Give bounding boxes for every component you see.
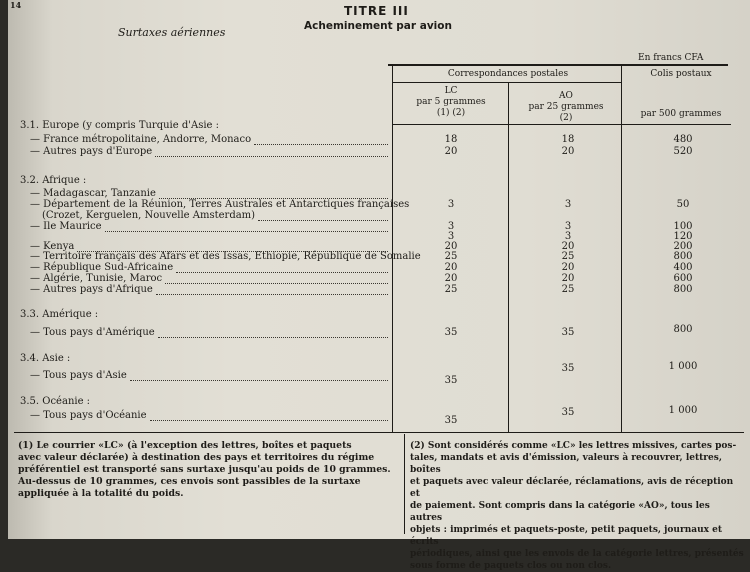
table-bottom-rule [14,432,744,433]
cell-ao: 35 [561,327,575,338]
cell-ao: 35 [561,363,575,374]
cell-cp: 1 000 [668,405,698,416]
cell-ao: 3 [564,221,572,232]
table-row [8,146,750,158]
cell-ao: 35 [561,407,575,418]
row-label: — Territoire français des Afars et des Issas, Ethiopie, République de Somalie [30,251,421,262]
cell-lc: 35 [444,327,458,338]
cell-ao: 20 [561,146,575,157]
cell-ao: 3 [564,199,572,210]
header-colis: Colis postaux [650,69,712,79]
section-amerique: 3.3. Amérique : [20,309,99,320]
cell-lc: 3 [447,221,455,232]
row-label: — Algérie, Tunisie, Maroc [30,273,163,284]
table-row [8,361,750,386]
cell-cp: 400 [673,262,693,273]
table-top-rule [388,64,728,66]
cell-ao: 3 [564,231,572,242]
cell-ao: 25 [561,284,575,295]
cell-lc: 20 [444,262,458,273]
row-label: — Département de la Réunion, Terres Australes et Antarctiques françaises [30,199,410,210]
page-number: 14 [10,0,22,10]
cell-cp: 100 [673,221,693,232]
row-label: — Autres pays d'Europe [30,146,153,157]
cell-lc: 18 [444,134,458,145]
notes-divider [404,434,405,534]
row-label: — France métropolitaine, Andorre, Monaco [30,134,252,145]
cell-ao: 20 [561,262,575,273]
section-afrique: 3.2. Afrique : [20,175,87,186]
page-subtitle: Acheminement par avion [304,20,452,32]
row-label: — Kenya [30,241,75,252]
section-heading: Surtaxes aériennes [118,26,226,39]
row-label: — Madagascar, Tanzanie [30,188,156,199]
row-label: — Tous pays d'Asie [30,370,127,381]
row-label: — Autres pays d'Afrique [30,284,153,295]
cell-cp: 50 [676,199,690,210]
leader-dots [155,156,388,157]
group-rule [393,82,621,83]
cell-lc: 25 [444,251,458,262]
cell-lc: 20 [444,273,458,284]
section-asie: 3.4. Asie : [20,353,71,364]
cell-cp: 480 [673,134,693,145]
cell-lc: 25 [444,284,458,295]
header-colis-weight: par 500 grammes [640,109,722,119]
table-row [8,134,750,146]
cell-cp: 200 [673,241,693,252]
table-row [8,324,750,339]
leader-dots [158,337,388,338]
header-lc: LC par 5 grammes (1) (2) [416,86,486,118]
header-group: Correspondances postales [447,69,569,79]
cell-lc: 35 [444,415,458,426]
cell-ao: 20 [561,273,575,284]
cell-ao: 18 [561,134,575,145]
document-page [8,0,750,571]
cell-cp: 600 [673,273,693,284]
section-oceanie: 3.5. Océanie : [20,396,91,407]
table-row [8,284,750,296]
cell-cp: 800 [673,324,693,335]
cell-cp: 800 [673,284,693,295]
table-row [8,405,750,426]
currency-note: En francs CFA [638,53,704,63]
cell-lc: 3 [447,199,455,210]
page-title: TITRE III [344,4,409,18]
footnote-2: (2) Sont considérés comme «LC» les lettres missives, cartes pos- tales, mandats et avis d'émission, valeurs à recouvrer, lettres, boîtes et paquets avec valeur déclarée, réclamations, avis de réception et de paiement. Sont compris dans la catégorie «AO», tous les autres objets : imprimés et paquets-poste, petit paquets, journaux et écrits périodiques, ainsi que les envois de la catégorie lettres, présentés sous forme de paquets clos ou non clos. [410,441,744,571]
header-ao: AO par 25 grammes (2) [528,91,604,123]
row-label: (Crozet, Kerguelen, Nouvelle Amsterdam) [42,210,256,221]
row-label: — République Sud-Africaine [30,262,174,273]
cell-cp: 120 [673,231,693,242]
footnote-1: (1) Le courrier «LC» (à l'exception des lettres, boîtes et paquets avec valeur déclarée) à destination des pays et territoires du régime préférentiel est transporté sans surtaxe jusqu'au poids de 10 grammes. Au-dessus de 10 grammes, ces envois sont passibles de la surtaxe appliquée à la totalité du poids. [18,440,391,499]
cell-cp: 520 [673,146,693,157]
row-label: — Tous pays d'Amérique [30,327,155,338]
cell-cp: 800 [673,251,693,262]
header-bottom-rule [393,124,731,125]
leader-dots [254,144,388,145]
row-label: — Ile Maurice [30,221,102,232]
section-europe: 3.1. Europe (y compris Turquie d'Asie : [20,120,220,131]
cell-lc: 20 [444,146,458,157]
leader-dots [130,380,388,381]
cell-cp: 1 000 [668,361,698,372]
cell-ao: 20 [561,241,575,252]
cell-lc: 35 [444,375,458,386]
cell-ao: 25 [561,251,575,262]
leader-dots [156,294,388,295]
leader-dots [150,420,388,421]
cell-lc: 3 [447,231,455,242]
row-label: — Tous pays d'Océanie [30,410,147,421]
cell-lc: 20 [444,241,458,252]
